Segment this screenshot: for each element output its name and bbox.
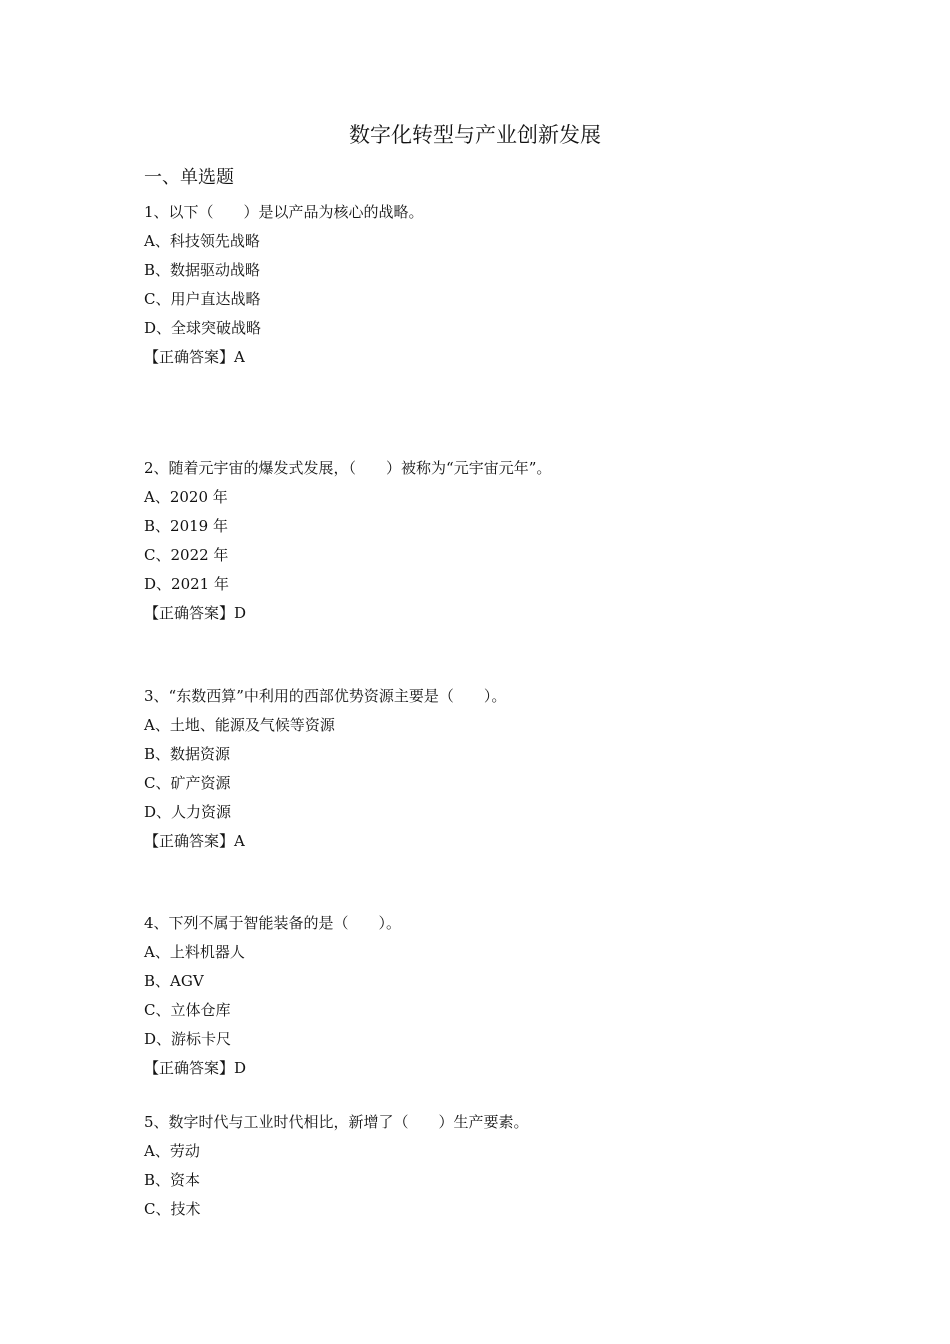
option-c: C、2022 年 bbox=[144, 546, 229, 564]
option-c: C、矿产资源 bbox=[144, 774, 231, 792]
question-3 bbox=[144, 682, 824, 856]
question-2 bbox=[144, 454, 824, 628]
option-b: B、2019 年 bbox=[144, 517, 228, 535]
option-d: D、人力资源 bbox=[144, 803, 232, 821]
option-c: C、用户直达战略 bbox=[144, 290, 261, 308]
correct-answer: 【正确答案】A bbox=[144, 832, 245, 850]
correct-answer: 【正确答案】A bbox=[144, 348, 245, 366]
option-b: B、数据资源 bbox=[144, 745, 231, 763]
option-d: D、2021 年 bbox=[144, 575, 229, 593]
option-b: B、资本 bbox=[144, 1171, 201, 1189]
question-stem: 5、数字时代与工业时代相比，新增了（ ）生产要素。 bbox=[144, 1113, 529, 1131]
question-4 bbox=[144, 909, 824, 1083]
option-d: D、游标卡尺 bbox=[144, 1030, 232, 1048]
correct-answer: 【正确答案】D bbox=[144, 604, 247, 622]
document-title: 数字化转型与产业创新发展 bbox=[349, 123, 601, 147]
option-a: A、2020 年 bbox=[144, 488, 228, 506]
question-stem: 3、“东数西算”中利用的西部优势资源主要是（ ）。 bbox=[144, 687, 507, 705]
option-a: A、劳动 bbox=[144, 1142, 200, 1160]
question-stem: 1、以下（ ）是以产品为核心的战略。 bbox=[144, 203, 424, 221]
option-b: B、AGV bbox=[144, 972, 204, 990]
question-1 bbox=[144, 198, 824, 372]
option-c: C、立体仓库 bbox=[144, 1001, 231, 1019]
option-a: A、上料机器人 bbox=[144, 943, 245, 961]
option-c: C、技术 bbox=[144, 1200, 201, 1218]
option-a: A、科技领先战略 bbox=[144, 232, 260, 250]
question-5 bbox=[144, 1108, 824, 1224]
question-stem: 4、下列不属于智能装备的是（ ）。 bbox=[144, 914, 402, 932]
correct-answer: 【正确答案】D bbox=[144, 1059, 247, 1077]
question-stem: 2、随着元宇宙的爆发式发展，（ ）被称为“元宇宙元年”。 bbox=[144, 459, 552, 477]
option-b: B、数据驱动战略 bbox=[144, 261, 261, 279]
option-d: D、全球突破战略 bbox=[144, 319, 262, 337]
option-a: A、土地、能源及气候等资源 bbox=[144, 716, 335, 734]
section-heading: 一、单选题 bbox=[144, 167, 234, 188]
